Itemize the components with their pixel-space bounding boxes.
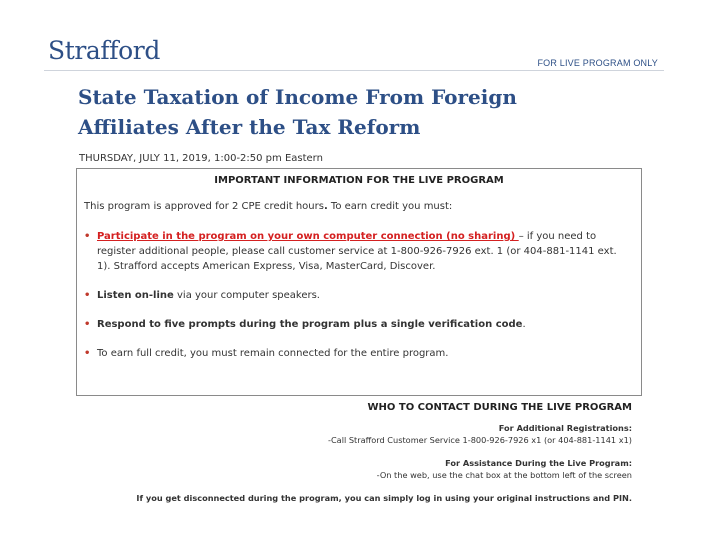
cpe-credit-hours-text: This program is approved for 2 CPE credit hours — [84, 201, 324, 212]
bullet-icon: • — [84, 348, 91, 359]
important-information-heading: IMPORTANT INFORMATION FOR THE LIVE PROGRAM — [214, 175, 504, 186]
program-title — [78, 82, 638, 142]
listen-online-label: Listen on-line — [97, 290, 174, 301]
remain-connected-text: To earn full credit, you must remain connected for the entire program. — [97, 348, 449, 359]
contact-heading: WHO TO CONTACT DURING THE LIVE PROGRAM — [367, 402, 632, 413]
requirement-respond-prompts — [84, 317, 632, 332]
bullet-icon: • — [84, 319, 91, 330]
respond-prompts-label: Respond to five prompts during the program plus a single verification code — [97, 319, 523, 330]
program-title-line-1: State Taxation of Income From Foreign — [78, 85, 517, 109]
requirement-own-connection — [84, 229, 632, 274]
program-title-line-2: Affiliates After the Tax Reform — [78, 115, 421, 139]
cpe-credit-period: . — [323, 201, 328, 212]
earn-credit-text: To earn credit you must: — [327, 201, 453, 212]
additional-registrations-text: -Call Strafford Customer Service 1-800-926-7926 x1 (or 404-881-1141 x1) — [328, 435, 632, 445]
live-program-assistance-text: -On the web, use the chat box at the bottom left of the screen — [376, 470, 632, 480]
additional-registrations-label: For Additional Registrations: — [498, 423, 632, 433]
important-information-box — [76, 168, 642, 396]
disconnect-instructions: If you get disconnected during the program, you can simply log in using your original instructions and PIN. — [136, 493, 632, 503]
contact-information — [90, 402, 632, 504]
cpe-credit-intro — [84, 201, 632, 212]
live-program-only-label: FOR LIVE PROGRAM ONLY — [537, 58, 658, 68]
header-divider — [44, 70, 664, 71]
respond-prompts-period: . — [522, 319, 526, 330]
program-date: THURSDAY, JULY 11, 2019, 1:00-2:50 pm Eastern — [79, 153, 323, 164]
requirement-listen-online — [84, 288, 632, 303]
credit-requirements-list — [84, 229, 632, 375]
live-program-assistance-label: For Assistance During the Live Program: — [445, 458, 632, 468]
bullet-icon: • — [84, 290, 91, 301]
registration-contact-text: – if you need to register additional people, please call customer service at 1-800-926-7926 ext. 1 (or 404-881-1141 ext. 1). Strafford accepts American Express, Visa, MasterCard, Discover. — [97, 231, 617, 272]
own-connection-link[interactable]: Participate in the program on your own computer connection (no sharing) — [97, 231, 519, 242]
strafford-logo: Strafford — [48, 36, 160, 65]
requirement-remain-connected — [84, 346, 632, 361]
bullet-icon: • — [84, 231, 91, 242]
listen-online-text: via your computer speakers. — [173, 290, 320, 301]
